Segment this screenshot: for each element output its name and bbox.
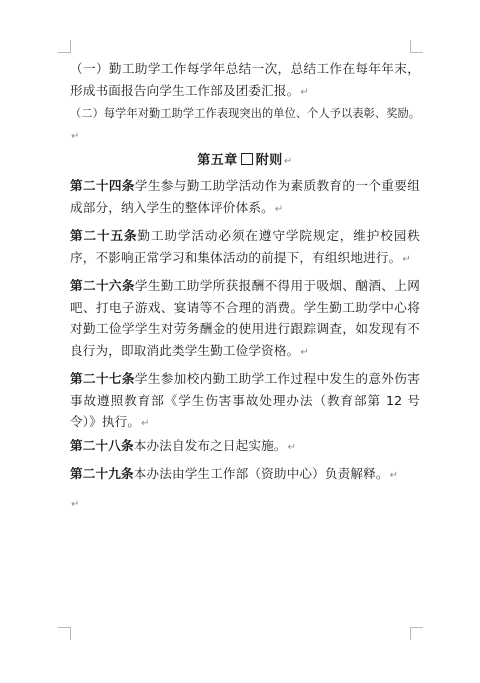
empty-paragraph <box>70 492 420 516</box>
paragraph-mark: ↵ <box>71 498 80 510</box>
paragraph-mark: ↵ <box>300 346 309 358</box>
crop-mark-top-right <box>410 40 423 53</box>
paragraph-mark: ↵ <box>141 418 150 429</box>
paragraph-mark: ↵ <box>389 470 399 481</box>
article-25: 第二十五条勤工助学活动必须在遵守学院规定，维护校园秩序，不影响正常学习和集体活动的前提下，有组织地进行。↵ <box>70 228 420 265</box>
crop-mark-bottom-left <box>58 627 71 640</box>
paragraph-mark: ↵ <box>402 253 411 265</box>
paragraph-summary: （一）勤工助学工作每学年总结一次，总结工作在每年年末，形成书面报告向学生工作部及团委汇报。↵ <box>70 61 420 98</box>
paragraph-mark: ↵ <box>71 130 80 142</box>
paragraph-mark: ↵ <box>274 203 284 215</box>
paragraph-mark: ↵ <box>283 156 293 167</box>
article-26: 第二十六条学生勤工助学所获报酬不得用于吸烟、酗酒、上网吧、打电子游戏、宴请等不合理的消费。学生勤工助学中心将对勤工俭学学生对劳务酬金的使用进行跟踪调查，如发现有不良行为，即取消此类学生勤工俭学资格。↵ <box>70 278 420 358</box>
document-body[interactable] <box>70 58 420 515</box>
box-glyph-icon <box>241 153 253 165</box>
paragraph-commendation: （二）每学年对勤工助学工作表现突出的单位、个人予以表彰、奖励。↵ <box>70 107 420 142</box>
article-29: 第二十九条本办法由学生工作部（资助中心）负责解释。↵ <box>70 466 399 481</box>
article-28: 第二十八条本办法自发布之日起实施。↵ <box>70 437 297 453</box>
chapter-heading: 第五章 附则↵ <box>197 153 293 168</box>
article-27: 第二十七条学生参加校内勤工助学工作过程中发生的意外伤害事故遵照教育部《学生伤害事故处理办法（教育部第 12 号令）》执行。↵ <box>70 371 420 429</box>
paragraph-mark: ↵ <box>300 86 309 98</box>
crop-mark-bottom-right <box>410 627 423 640</box>
article-24: 第二十四条学生参与勤工助学活动作为素质教育的一个重要组成部分，纳入学生的整体评价体系。↵ <box>70 178 420 215</box>
crop-mark-top-left <box>58 40 71 53</box>
paragraph-mark: ↵ <box>287 441 297 453</box>
